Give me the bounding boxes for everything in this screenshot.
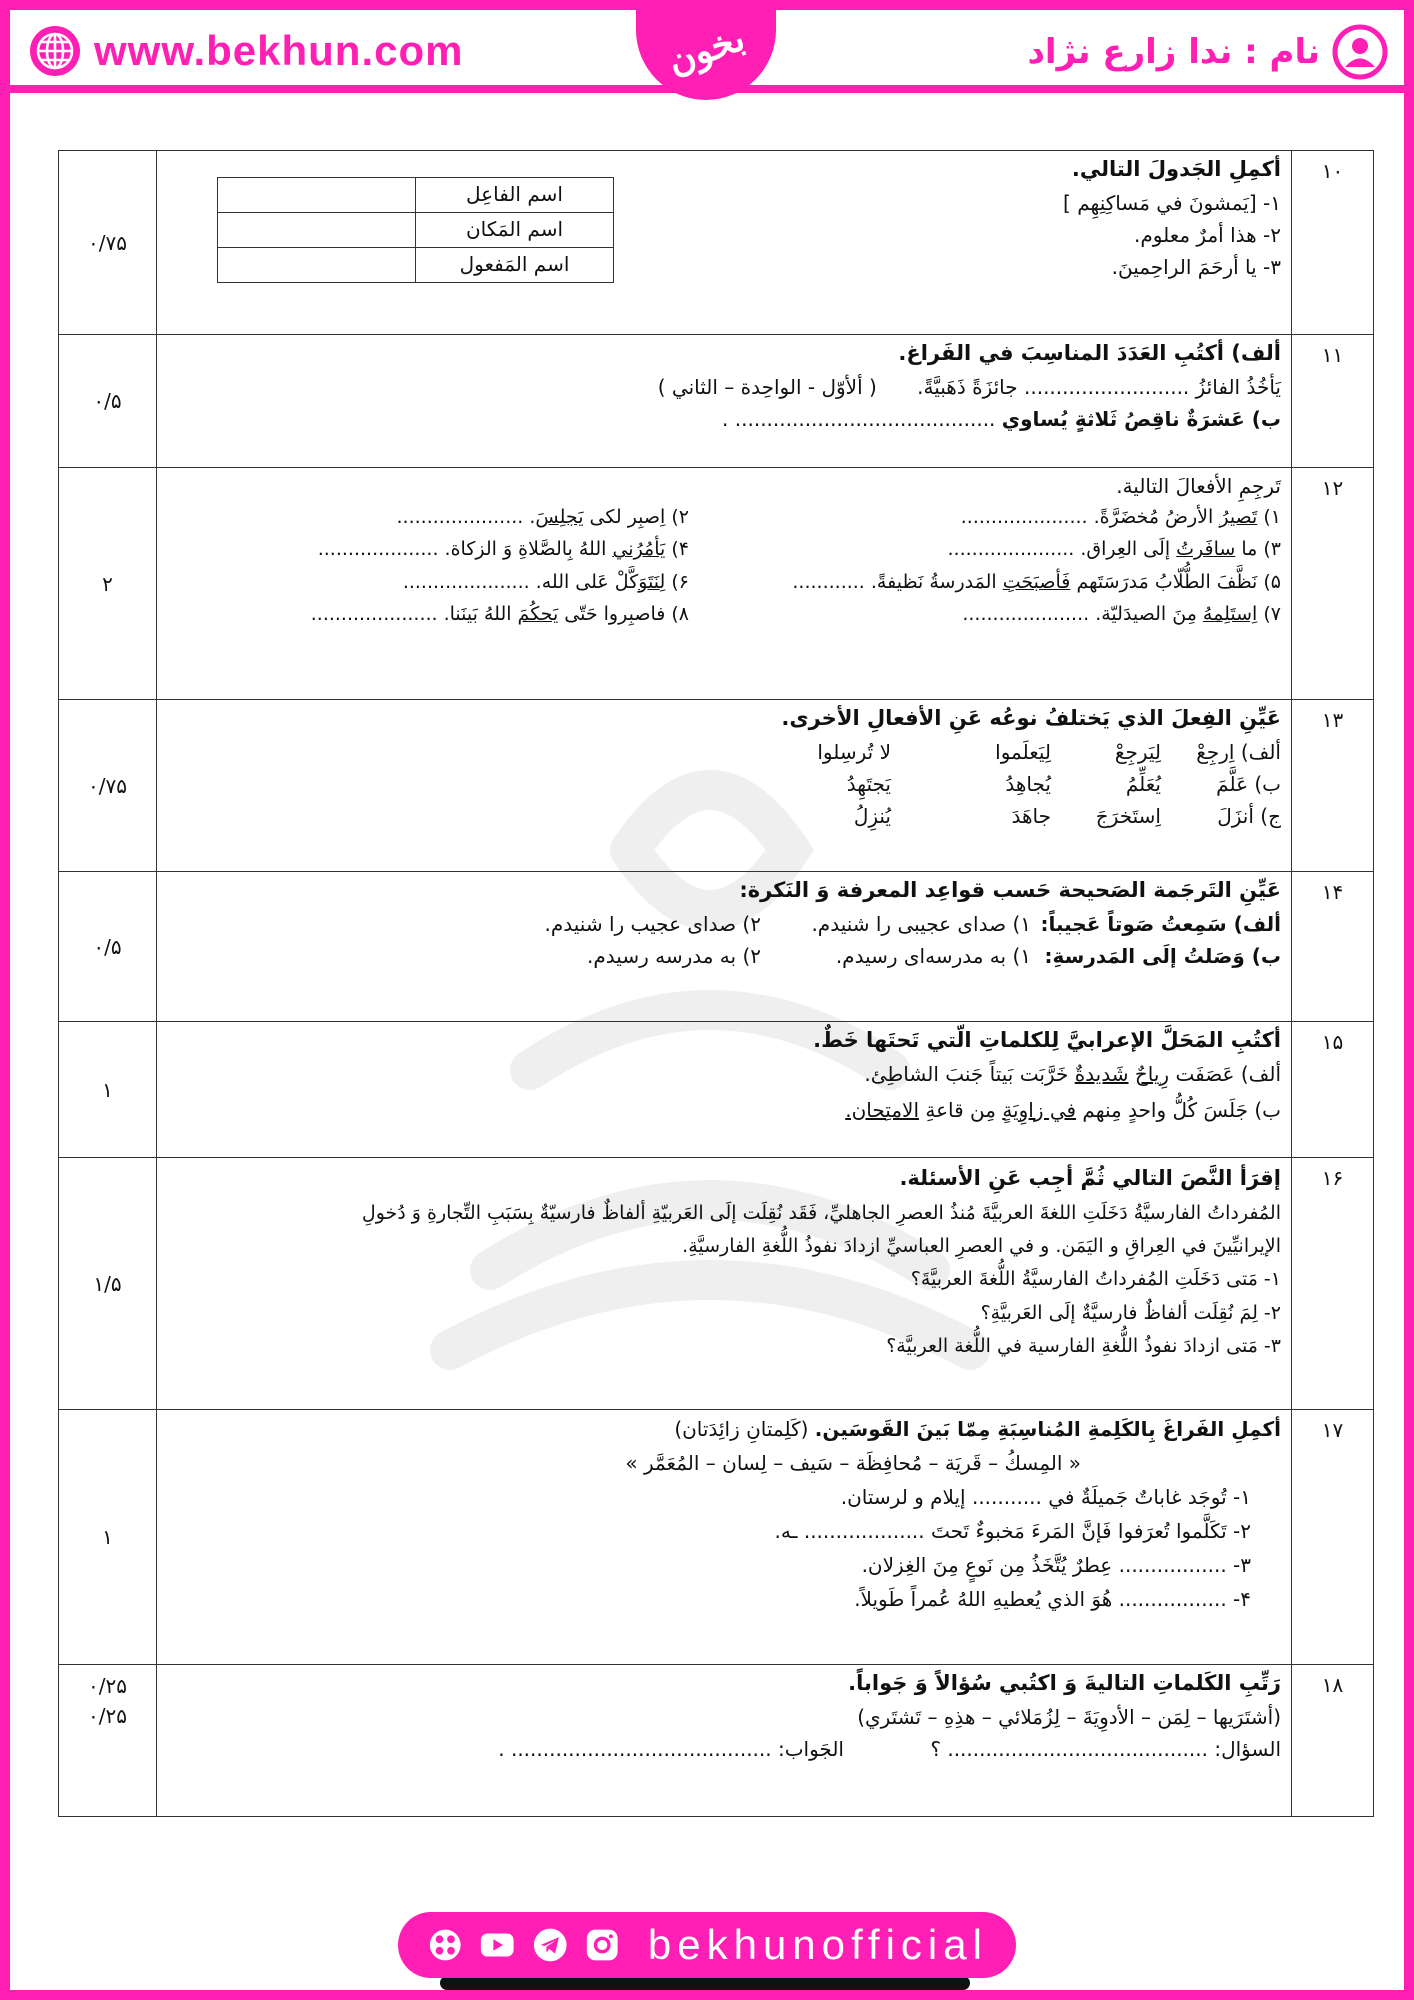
score-value: ۰/۲۵ — [88, 1704, 127, 1728]
question-body — [157, 1022, 1292, 1158]
sub-question: ۳- مَتى ازدادَ نفوذُ اللُّغةِ الفارسية في اللُّغة العربيَّة؟ — [886, 1334, 1281, 1357]
answer-table-label: اسم المَفعول — [416, 248, 614, 283]
question-line: ألف) سَمِعتُ صَوتاً عَجيباً: — [1040, 911, 1281, 936]
sub-question: ۳- ................. عِطرٌ يُتَّخَذُ مِن نَوعٍ مِنَ الغِزلان. — [861, 1553, 1251, 1577]
question-title: أكمِلِ الجَدولَ التالي. — [1071, 157, 1281, 181]
question-score — [59, 1665, 157, 1817]
list-item: ۸) فاصبِروا حَتّى يَحكُمَ اللهُ بَينَنا. ..................... — [310, 603, 689, 626]
answer-line — [167, 1733, 1281, 1765]
question-score: ۱ — [59, 1410, 157, 1665]
translation-grid — [167, 502, 1281, 630]
question-title: تَرجِمِ الأفعالَ التالية. — [1116, 474, 1281, 498]
list-item: ۳) ما سافَرتُ إلَى العِراق. ..................... — [947, 538, 1281, 561]
question-score: ۱ — [59, 1022, 157, 1158]
question-score: ۰/۵ — [59, 335, 157, 468]
question-row-16 — [59, 1158, 1374, 1410]
question-row-17 — [59, 1410, 1374, 1665]
header-divider — [10, 85, 1404, 93]
question-number: ۱۷ — [1292, 1410, 1374, 1665]
options-grid — [167, 908, 1281, 972]
list-item: ۲) اِصبِر لکی يَجلِسَ. ..................... — [396, 506, 689, 528]
footer-shadow — [440, 1976, 970, 1990]
options: ( ألأوّل - الواحِدة – الثاني ) — [657, 374, 877, 399]
instagram-icon[interactable] — [583, 1925, 621, 1965]
answer-cell[interactable] — [218, 248, 416, 283]
question-body — [157, 151, 1292, 335]
question-body — [157, 1410, 1292, 1665]
question-number: ۱۵ — [1292, 1022, 1374, 1158]
question-score: ۱/۵ — [59, 1158, 157, 1410]
question-line — [167, 403, 1281, 435]
option: لِيَعلَموا — [995, 739, 1051, 764]
question-line: ب) وَصَلتُ إلَى المَدرسةِ: — [1044, 943, 1281, 968]
word-bank: « المِسكُ – قَريَة – مُحافِظَة – سَيف – لِسان – المُعَمَّر » — [625, 1451, 1081, 1475]
option: يُجاهِدُ — [1005, 771, 1051, 796]
footer-handle[interactable]: bekhunofficial — [647, 1921, 988, 1968]
question-number: ۱۸ — [1292, 1665, 1374, 1817]
sub-question: ۲- لِمَ نُقِلَت ألفاظٌ فارسيَّةٌ إلَى العَربيَّةِ؟ — [980, 1301, 1281, 1324]
question-line: ألف) عَصَفَت رِياحٌ شَديدةٌ خَرَّبَت بَيتاً جَنبَ الشاطِئ. — [864, 1061, 1281, 1086]
sub-question: ۴- ................. هُوَ الذي يُعطيهِ اللهُ عُمراً طَويلاً. — [854, 1587, 1251, 1611]
passage-line: الإيرانيِّينَ في العِراقِ و اليَمَن. و في العصرِ العباسيِّ ازدادَ نفوذُ اللُّغةِ الفارسيَّةِ. — [682, 1235, 1281, 1257]
sub-question: ۱- تُوجَد غاباتٌ جَميلَةٌ في ........... إيلام و لرستان. — [840, 1485, 1251, 1509]
question-line: ۲- هذا أمرٌ معلوم. — [1134, 222, 1281, 247]
option: ۲) به مدرسه رسیدم. — [587, 943, 761, 968]
question-title: عَيِّنِ الفِعلَ الذي يَختلفُ نوعُه عَنِ الأفعالِ الأخرى. — [781, 706, 1281, 730]
option: لا تُرسِلوا — [817, 739, 891, 764]
list-item: ۶) لِنَتَوَكَّلْ عَلى الله. ..................... — [402, 570, 689, 593]
answer-blank: الجَواب: ......................................... . — [498, 1736, 844, 1761]
answer-table — [217, 177, 614, 283]
word-list: (أشتَرَيها – لِمَن – الأدوِيَةَ – لِزُمَلائي – هذِهِ – تَشتَري) — [857, 1704, 1281, 1729]
options-grid — [167, 736, 1281, 832]
question-score: ۰/۷۵ — [59, 700, 157, 872]
question-number: ۱۶ — [1292, 1158, 1374, 1410]
question-row-12 — [59, 468, 1374, 700]
globe-icon — [28, 24, 82, 78]
question-score: ۲ — [59, 468, 157, 700]
question-body — [157, 1665, 1292, 1817]
answer-table-label: اسم المَكان — [416, 213, 614, 248]
blank: ......................................... . — [722, 406, 1002, 431]
list-item: ۱) تَصيرُ الأرضُ مُخضَرَّةً. ..................... — [960, 506, 1281, 528]
site-link[interactable] — [28, 24, 463, 78]
question-title: رَتِّبِ الكَلماتِ التاليةَ وَ اكتُبي سُؤالاً وَ جَواباً. — [848, 1671, 1281, 1695]
sub-question: ۲- تَكَلَّموا تُعرَفوا فَإنَّ المَرءَ مَخبوءٌ تَحتَ ................... ـه. — [774, 1519, 1251, 1543]
student-name-text: نام : ندا زارع نژاد — [1027, 32, 1320, 72]
question-number: ۱۰ — [1292, 151, 1374, 335]
question-number: ۱۱ — [1292, 335, 1374, 468]
aparat-icon[interactable] — [426, 1925, 464, 1965]
option: يَجتَهِدُ — [846, 771, 891, 796]
option: ۱) صدای عجیبی را شنیدم. — [811, 911, 1031, 936]
list-item: ۴) يَأمُرُني اللهُ بِالصَّلاةِ وَ الزكاة. .................... — [317, 538, 689, 561]
question-row-11 — [59, 335, 1374, 468]
question-score: ۰/۷۵ — [59, 151, 157, 335]
question-line: ۳- يا أرحَمَ الراحِمينَ. — [1111, 254, 1281, 279]
question-body — [157, 700, 1292, 872]
option: يُعَلِّمُ — [1125, 771, 1161, 796]
exam-table — [58, 150, 1374, 1817]
question-number: ۱۳ — [1292, 700, 1374, 872]
option: جاهَدَ — [1011, 803, 1051, 828]
answer-cell[interactable] — [218, 178, 416, 213]
site-url: www.bekhun.com — [94, 27, 464, 74]
answer-table-label: اسم الفاعِل — [416, 178, 614, 213]
option: ج) أنزَلَ — [1217, 803, 1281, 828]
answer-cell[interactable] — [218, 213, 416, 248]
question-title: ألف) أكتُبِ العَدَدَ المناسِبَ في الفَراغ. — [898, 341, 1281, 365]
logo-text: بخون — [662, 16, 750, 84]
question-blank: السؤال: ......................................... ؟ — [930, 1736, 1281, 1761]
sub-question: ۱- مَتى دَخَلَتِ المُفرداتُ الفارسيَّةُ اللُّغةَ العربيَّةَ؟ — [910, 1268, 1281, 1291]
question-line: ۱- [يَمشونَ في مَساكِنِهِم ] — [1063, 190, 1281, 215]
question-row-10 — [59, 151, 1374, 335]
question-body — [157, 1158, 1292, 1410]
score-value: ۰/۲۵ — [88, 1674, 127, 1698]
option: ألف) اِرجِعْ — [1196, 739, 1281, 764]
question-row-14 — [59, 872, 1374, 1022]
question-title: عَيِّنِ التَرجَمة الصَحيحة حَسب قواعِد المعرفة وَ النَكرة: — [739, 878, 1281, 902]
list-item: ۵) نَظَّفَ الطُّلّابُ مَدرَسَتَهم فَأصبَحَتِ المَدرسةُ نَظيفةً. ............ — [792, 570, 1281, 593]
option: يُنزِلُ — [853, 803, 891, 828]
sentence: ب) عَشرَةٌ ناقِصُ ثَلاثةٍ يُساوي — [1001, 406, 1281, 431]
question-title: أكمِلِ الفَراغَ بِالكَلِمةِ المُناسِبَةِ مِمّا بَينَ القَوسَين. (كَلِمتانِ زائِدَتان) — [674, 1417, 1281, 1441]
question-row-15 — [59, 1022, 1374, 1158]
sentence: يَأخُذُ الفائزُ .......................... جائزَةً ذَهَبيَّةً. — [917, 374, 1281, 399]
question-row-13 — [59, 700, 1374, 872]
question-number: ۱۴ — [1292, 872, 1374, 1022]
question-body — [157, 872, 1292, 1022]
option: ۱) به مدرسه‌ای رسیدم. — [835, 943, 1031, 968]
question-score: ۰/۵ — [59, 872, 157, 1022]
footer-social-bar — [398, 1912, 1016, 1978]
question-number: ۱۲ — [1292, 468, 1374, 700]
question-title: إقرَأ النَّصَ التالي ثُمَّ أجِب عَنِ الأسئلة. — [899, 1166, 1281, 1190]
question-body — [157, 468, 1292, 700]
student-name — [1027, 24, 1388, 80]
option: اِستَخرَجَ — [1095, 803, 1161, 828]
option: ۲) صدای عجیب را شنیدم. — [544, 911, 761, 936]
question-line — [167, 371, 1281, 403]
list-item: ۷) اِستَلِمهُ مِنَ الصيدَليّة. ..................... — [962, 603, 1281, 626]
question-row-18 — [59, 1665, 1374, 1817]
youtube-icon[interactable] — [478, 1925, 516, 1965]
user-icon — [1332, 24, 1388, 80]
header — [10, 10, 1404, 88]
question-body — [157, 335, 1292, 468]
telegram-icon[interactable] — [531, 1925, 569, 1965]
question-title: أكتُبِ المَحَلَّ الإعرابيَّ لِلكلماتِ الّتي تَحتَها خَطٌ. — [813, 1028, 1281, 1052]
question-line: ب) جَلَسَ كُلُّ واحدٍ مِنهم في زاوِيَةٍ مِن قاعةِ الامتِحان. — [845, 1097, 1281, 1122]
passage-line: المُفرداتُ الفارسيَّةُ دَخَلَتِ اللغةَ العربيَّةَ مُنذُ العصرِ الجاهليِّ، فَقَد نُقِلَت إلَى العَربيّةِ ألفاظٌ فارسيّةٌ بِسَبَبِ التِّجارةِ وَ دُخولِ — [361, 1201, 1281, 1224]
option: ب) عَلَّمَ — [1216, 771, 1281, 796]
option: لِيَرجِعْ — [1114, 739, 1161, 764]
